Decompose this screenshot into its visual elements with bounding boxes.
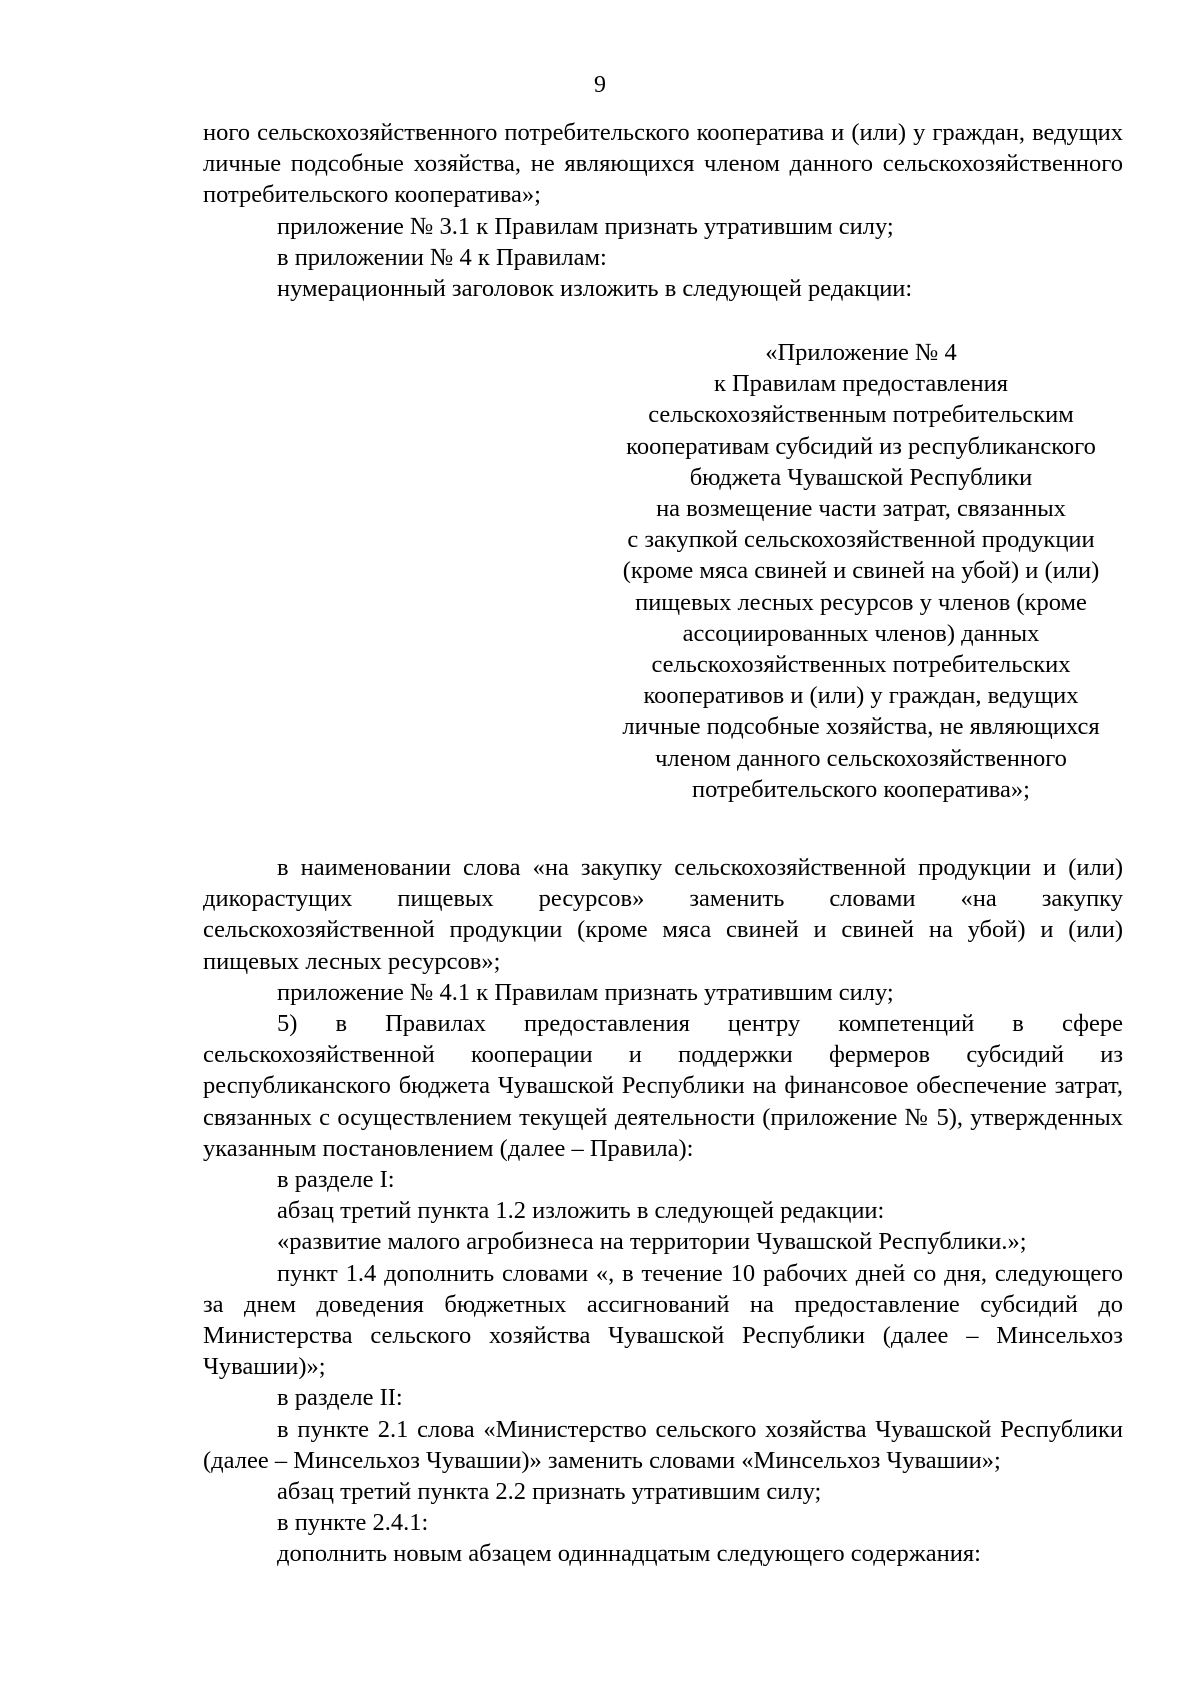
appendix-heading-line: «Приложение № 4 <box>765 339 957 366</box>
paragraph: приложение № 4.1 к Правилам признать утратившим силу; <box>277 978 894 1006</box>
paragraph: дополнить новым абзацем одиннадцатым следующего содержания: <box>277 1540 981 1568</box>
paragraph: в разделе II: <box>277 1384 403 1412</box>
appendix-heading-line: бюджета Чувашской Республики <box>689 463 1033 491</box>
appendix-heading-line: пищевых лесных ресурсов у членов (кроме <box>635 588 1087 616</box>
paragraph-continuation: ного сельскохозяйственного потребительского кооператива и (или) у граждан, ведущих личные подсобные хозяйства, не являющихся членом данного сельскохозяйственного потребительского кооператива»; <box>203 119 1123 209</box>
appendix-heading-line: сельскохозяйственных потребительских <box>651 651 1071 679</box>
paragraph: в приложении № 4 к Правилам: <box>277 243 607 271</box>
paragraph: «развитие малого агробизнеса на территории Чувашской Республики.»; <box>277 1228 1027 1256</box>
appendix-heading <box>593 337 1129 805</box>
appendix-heading-line: потребительского кооператива»; <box>692 775 1030 803</box>
paragraph: в разделе I: <box>277 1166 395 1194</box>
paragraph: 5) в Правилах предоставления центру компетенций в сфере сельскохозяйственной кооперации и поддержки фермеров субсидий из республиканского бюджета Чувашской Республики на финансовое обеспечение затрат, связанных с осуществлением текущей деятельности (приложение № 5), утвержденных указанным постановлением (далее – Правила): <box>203 1010 1123 1162</box>
paragraph: пункт 1.4 дополнить словами «, в течение 10 рабочих дней со дня, следующего за днем доведения бюджетных ассигнований на предоставление субсидий до Министерства сельского хозяйства Чувашской Республики (далее – Минсельхоз Чувашии)»; <box>203 1259 1123 1381</box>
main-text <box>203 852 1123 1570</box>
appendix-heading-line: кооперативов и (или) у граждан, ведущих <box>643 682 1079 710</box>
paragraph: в наименовании слова «на закупку сельскохозяйственной продукции и (или) дикорастущих пищевых ресурсов» заменить словами «на закупку сельскохозяйственной продукции (кроме мяса свиней и свиней на убой) и (или) пищевых лесных ресурсов»; <box>203 854 1123 975</box>
appendix-heading-line: личные подсобные хозяйства, не являющихся <box>622 713 1100 741</box>
intro-text <box>203 117 1123 304</box>
page-number: 9 <box>594 72 606 98</box>
appendix-heading-line: сельскохозяйственным потребительским <box>648 401 1074 429</box>
appendix-heading-line: (кроме мяса свиней и свиней на убой) и (или) <box>622 557 1100 585</box>
paragraph: нумерационный заголовок изложить в следующей редакции: <box>277 275 913 303</box>
appendix-heading-line: кооперативам субсидий из республиканского <box>626 432 1096 460</box>
appendix-heading-line: на возмещение части затрат, связанных <box>656 495 1066 523</box>
paragraph: абзац третий пункта 1.2 изложить в следующей редакции: <box>277 1197 885 1225</box>
paragraph: приложение № 3.1 к Правилам признать утратившим силу; <box>277 212 894 240</box>
appendix-heading-line: ассоциированных членов) данных <box>682 619 1040 647</box>
appendix-heading-line: членом данного сельскохозяйственного <box>655 744 1067 772</box>
appendix-heading-line: к Правилам предоставления <box>713 370 1009 398</box>
appendix-heading-line: с закупкой сельскохозяйственной продукции <box>627 526 1095 554</box>
paragraph: в пункте 2.4.1: <box>277 1509 429 1537</box>
paragraph: абзац третий пункта 2.2 признать утратившим силу; <box>277 1478 822 1506</box>
paragraph: в пункте 2.1 слова «Министерство сельского хозяйства Чувашской Республики (далее – Минсельхоз Чувашии)» заменить словами «Минсельхоз Чувашии»; <box>203 1415 1123 1474</box>
